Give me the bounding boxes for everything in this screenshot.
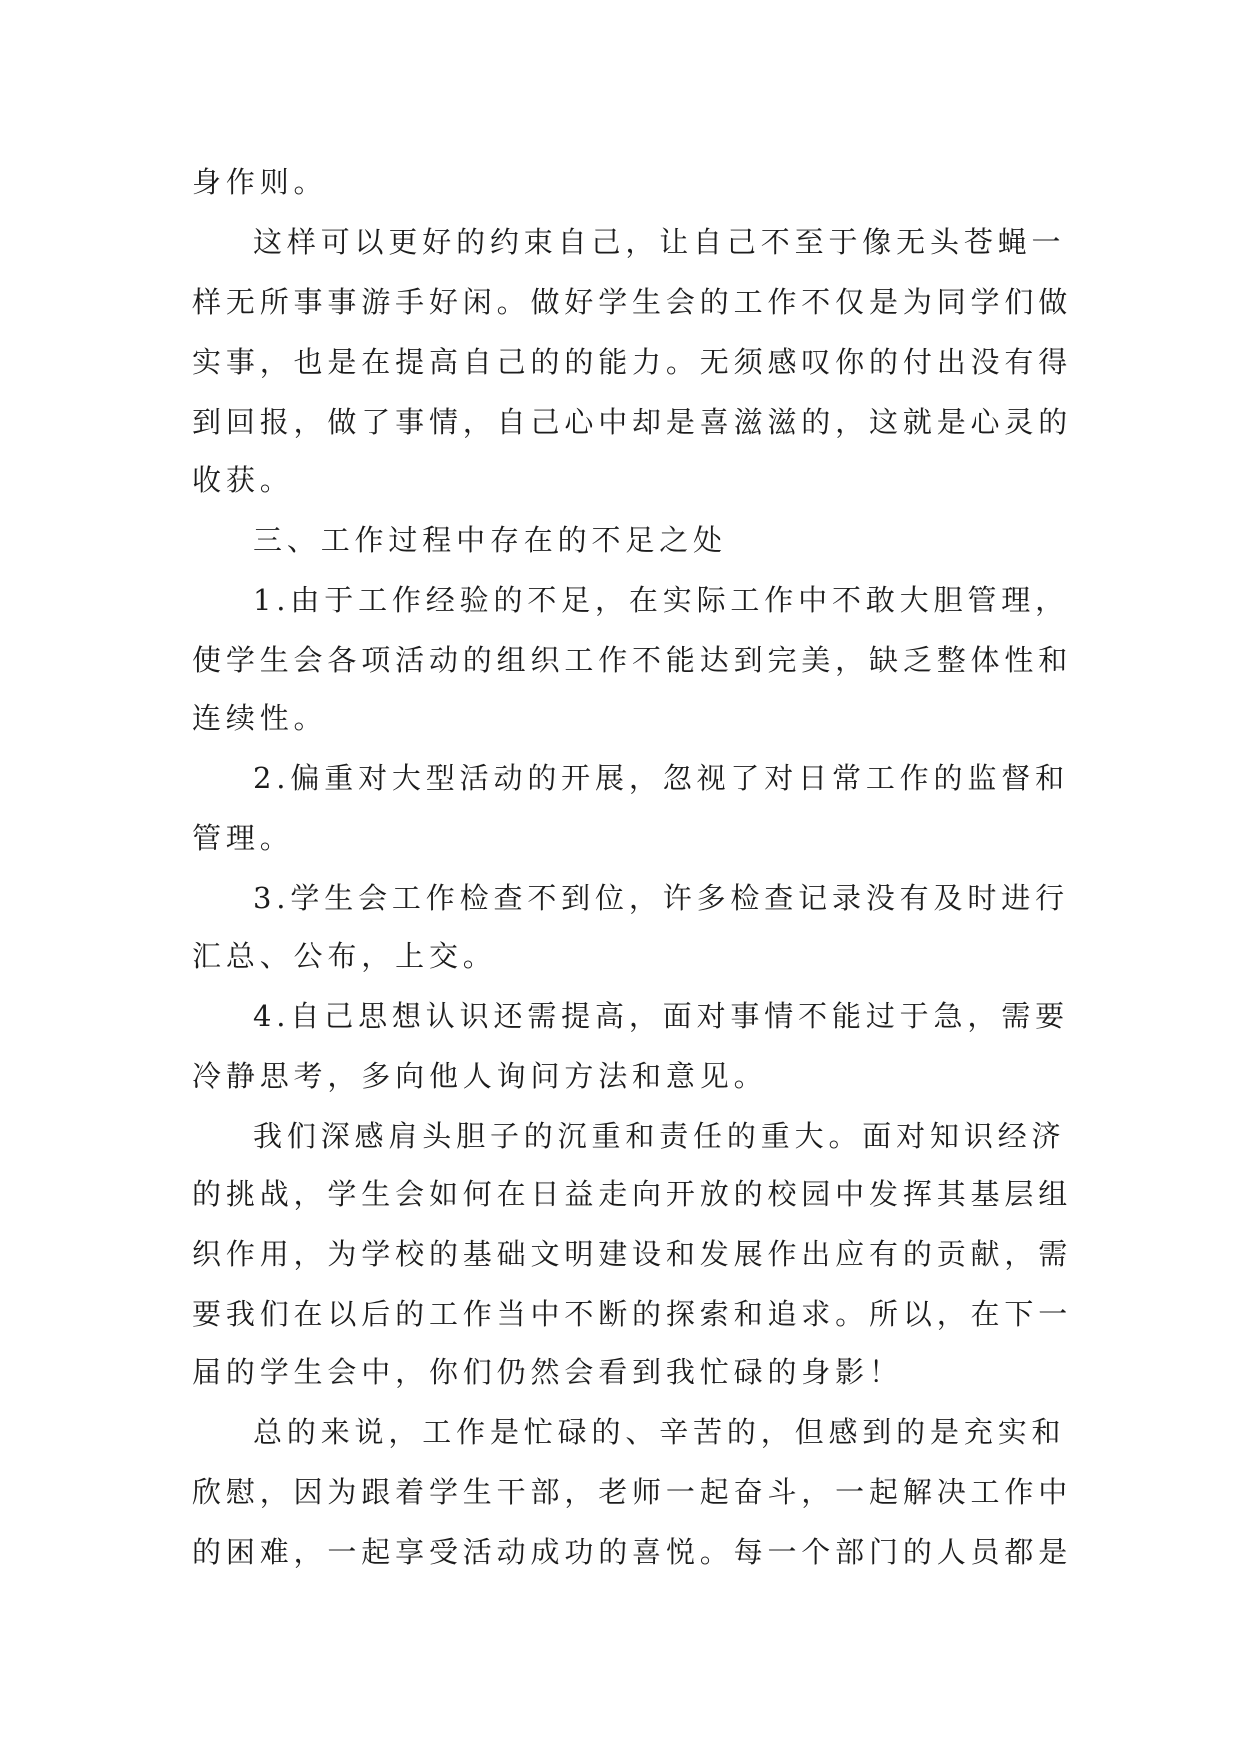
text-line: 身作则。 (192, 165, 328, 199)
text-line: 管理。 (192, 821, 294, 855)
text-line: 的困难，一起享受活动成功的喜悦。每一个部门的人员都是 (192, 1535, 1073, 1569)
text-line: 到回报，做了事情，自己心中却是喜滋滋的，这就是心灵的 (192, 405, 1073, 439)
text-line: 我们深感肩头胆子的沉重和责任的重大。面对知识经济 (253, 1119, 1066, 1153)
text-line: 样无所事事游手好闲。做好学生会的工作不仅是为同学们做 (192, 285, 1073, 319)
text-line: 3.学生会工作检查不到位，许多检查记录没有及时进行 (253, 881, 1069, 915)
text-line: 收获。 (192, 463, 294, 497)
text-line: 总的来说，工作是忙碌的、辛苦的，但感到的是充实和 (253, 1415, 1066, 1449)
text-line: 1.由于工作经验的不足，在实际工作中不敢大胆管理， (253, 583, 1069, 617)
text-line: 实事，也是在提高自己的的能力。无须感叹你的付出没有得 (192, 345, 1073, 379)
text-line: 织作用，为学校的基础文明建设和发展作出应有的贡献，需 (192, 1237, 1073, 1271)
text-line: 欣慰，因为跟着学生干部，老师一起奋斗，一起解决工作中 (192, 1475, 1073, 1509)
text-line: 使学生会各项活动的组织工作不能达到完美，缺乏整体性和 (192, 643, 1073, 677)
text-line: 的挑战，学生会如何在日益走向开放的校园中发挥其基层组 (192, 1177, 1073, 1211)
text-line: 这样可以更好的约束自己，让自己不至于像无头苍蝇一 (253, 225, 1066, 259)
text-line: 冷静思考，多向他人询问方法和意见。 (192, 1059, 768, 1093)
section-heading: 三、工作过程中存在的不足之处 (253, 523, 727, 557)
text-line: 要我们在以后的工作当中不断的探索和追求。所以，在下一 (192, 1297, 1073, 1331)
text-line: 汇总、公布，上交。 (192, 939, 497, 973)
text-line: 届的学生会中，你们仍然会看到我忙碌的身影！ (192, 1355, 903, 1389)
text-line: 连续性。 (192, 701, 328, 735)
text-line: 4.自己思想认识还需提高，面对事情不能过于急，需要 (253, 999, 1069, 1033)
text-line: 2.偏重对大型活动的开展，忽视了对日常工作的监督和 (253, 761, 1069, 795)
